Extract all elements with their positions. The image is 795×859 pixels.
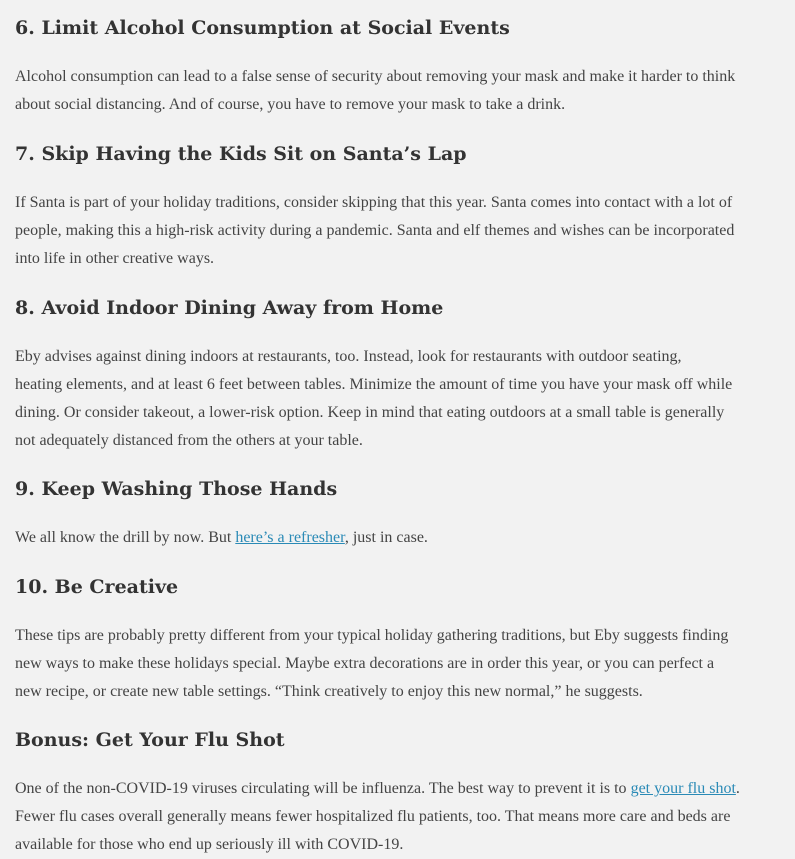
section-paragraph-santa [15, 189, 795, 273]
paragraph-text: We all know the drill by now. But [15, 529, 236, 546]
paragraph-line [15, 775, 795, 803]
paragraph-line: dining. Or consider takeout, a lower-risk option. Keep in mind that eating outdoors at a small table is generally [15, 404, 725, 421]
paragraph-line: These tips are probably pretty different from your typical holiday gathering traditions, but Eby suggests finding [15, 627, 729, 644]
paragraph-text: . [735, 780, 740, 797]
section-paragraph-creative [15, 622, 795, 706]
paragraph-line: Eby advises against dining indoors at restaurants, too. Instead, look for restaurants with outdoor seating, [15, 348, 682, 365]
section-heading-flu-shot: Bonus: Get Your Flu Shot [15, 729, 285, 751]
paragraph-text: , just in case. [344, 529, 428, 546]
section-heading-alcohol: 6. Limit Alcohol Consumption at Social Events [15, 17, 510, 39]
paragraph-line: new recipe, or create new table settings. “Think creatively to enjoy this new normal,” he suggests. [15, 683, 643, 700]
paragraph-line: Alcohol consumption can lead to a false sense of security about removing your mask and make it harder to think [15, 68, 736, 85]
section-heading-handwashing: 9. Keep Washing Those Hands [15, 478, 338, 500]
paragraph-line: Fewer flu cases overall generally means fewer hospitalized flu patients, too. That means more care and beds are [15, 808, 731, 825]
article-body [15, 0, 795, 859]
section-heading-dining: 8. Avoid Indoor Dining Away from Home [15, 297, 444, 319]
section-heading-santa: 7. Skip Having the Kids Sit on Santa’s Lap [15, 143, 467, 165]
section-paragraph-alcohol [15, 63, 795, 119]
flu-shot-link[interactable]: get your flu shot [630, 780, 736, 797]
section-paragraph-flu-shot [15, 775, 795, 859]
paragraph-line: not adequately distanced from the others at your table. [15, 432, 363, 449]
section-paragraph-handwashing [15, 524, 795, 552]
paragraph-line: If Santa is part of your holiday traditions, consider skipping that this year. Santa comes into contact with a lot of [15, 194, 733, 211]
refresher-link[interactable]: here’s a refresher [235, 529, 345, 546]
section-paragraph-dining [15, 343, 795, 455]
paragraph-line: people, making this a high-risk activity during a pandemic. Santa and elf themes and wishes can be incorporated [15, 222, 735, 239]
paragraph-line [15, 524, 795, 552]
paragraph-line: heating elements, and at least 6 feet between tables. Minimize the amount of time you have your mask off while [15, 376, 733, 393]
paragraph-text: One of the non-COVID-19 viruses circulating will be influenza. The best way to prevent it is to [15, 780, 631, 797]
paragraph-line: available for those who end up seriously ill with COVID-19. [15, 836, 404, 853]
paragraph-line: into life in other creative ways. [15, 250, 215, 267]
paragraph-line: new ways to make these holidays special. Maybe extra decorations are in order this year, or you can perfect a [15, 655, 715, 672]
paragraph-line: about social distancing. And of course, you have to remove your mask to take a drink. [15, 96, 566, 113]
section-heading-creative: 10. Be Creative [15, 576, 179, 598]
